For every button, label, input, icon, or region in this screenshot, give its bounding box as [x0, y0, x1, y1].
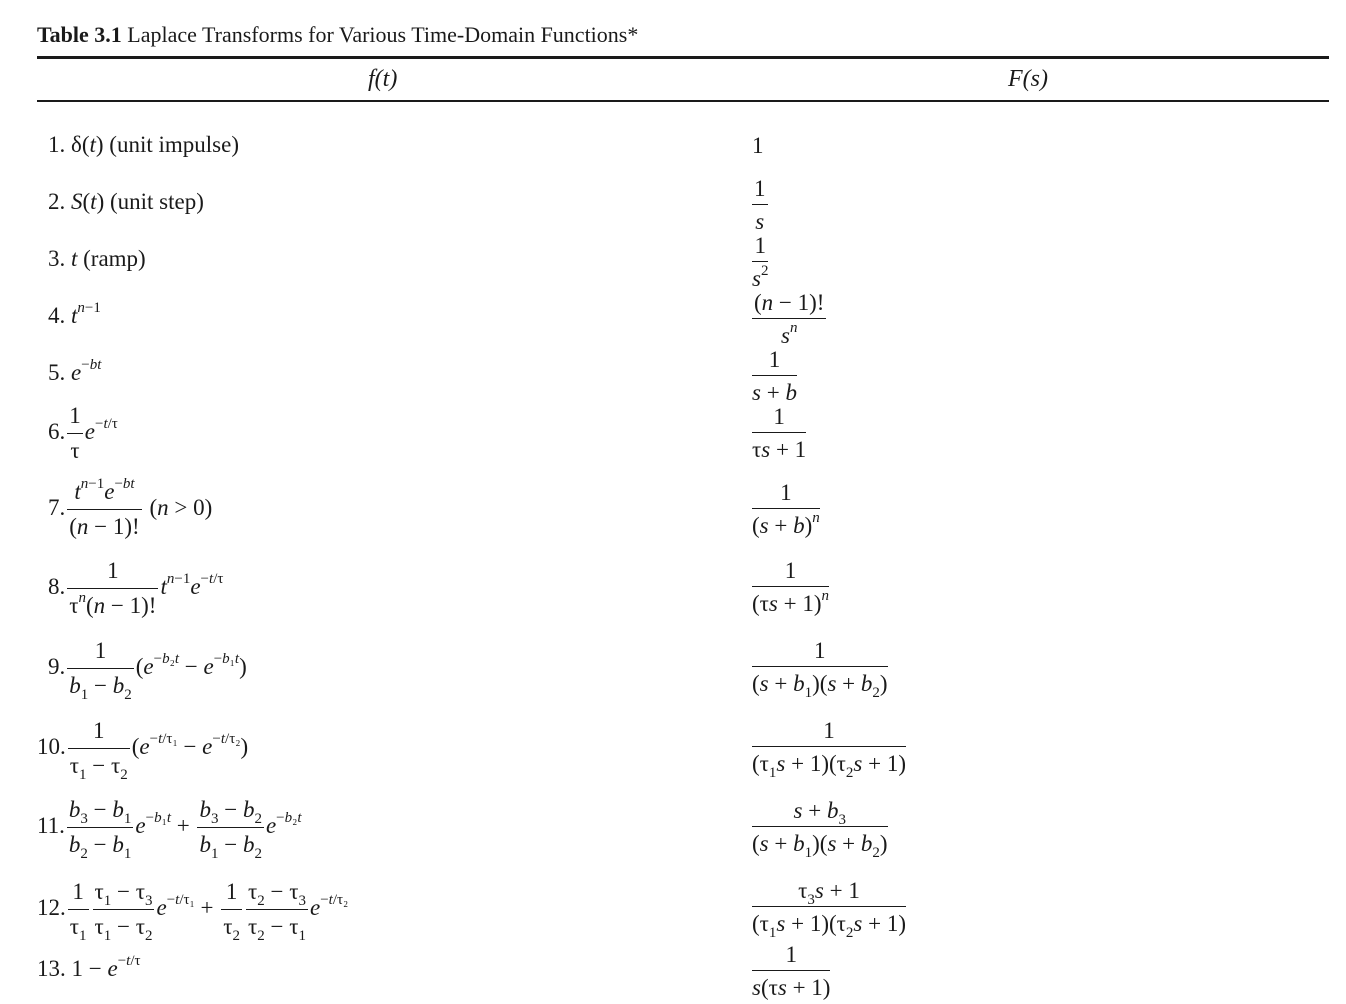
table-row: 5. $e^{-bt}$: [48, 357, 102, 385]
table-caption: [37, 22, 638, 48]
table-row: 10. $\frac{1}{\tau_1 - \tau_2}$ $(e^{-t/\tau_1} - e^{-t/\tau_2})$: [37, 718, 249, 783]
transform-6: 1 τs + 1: [752, 404, 807, 463]
table-row: 9. $\frac{1}{b_1 - b_2}$ $(e^{-b_2t} - e^{-b_1t})$: [48, 638, 247, 703]
transform-5: 1 s + b: [752, 347, 797, 406]
transform-3: 1 $s^2$: [752, 233, 769, 292]
transform-13: 1 s(τs + 1): [752, 942, 831, 1001]
table-row: 1. δ(t) (unit impulse): [48, 132, 239, 157]
transform-12: $\tau_3s + 1$ $(\tau_1s + 1)(\tau_2s + 1)$: [752, 878, 906, 942]
transform-9: 1 $(s + b_1)(s + b_2)$: [752, 638, 888, 702]
top-rule: [37, 56, 1329, 59]
column-header-Fs: F(s): [1008, 66, 1048, 92]
transform-8: 1 $(\tau s + 1)^n$: [752, 558, 829, 617]
table-row: 13. $1 - e^{-t/\tau}$: [37, 953, 141, 981]
table-row: 7. $\frac{t^{n-1}e^{-bt}}{(n - 1)!}$ (n > 0): [48, 476, 213, 539]
transform-1: 1: [752, 133, 764, 158]
table-row: 2. S(t) (unit step): [48, 189, 204, 214]
column-header-ft: f(t): [368, 66, 398, 92]
table-row: 4. $t^{n-1}$: [48, 300, 101, 328]
table-row: 11. $\frac{b_3 - b_1}{b_2 - b_1}$ $e^{-b_1t}$ + $\frac{b_3 - b_2}{b_1 - b_2}$ $e^{-b_2t}$: [37, 797, 302, 862]
table-caption-text: Laplace Transforms for Various Time-Domain Functions*: [127, 22, 639, 47]
table-row: 8. $\frac{1}{\tau^n(n - 1)!}$ $t^{n-1}e^{-t/\tau}$: [48, 558, 224, 618]
header-rule: [37, 100, 1329, 102]
transform-11: $s + b_3$ $(s + b_1)(s + b_2)$: [752, 798, 888, 862]
table-row: 3. t (ramp): [48, 246, 146, 271]
transform-4: (n − 1)! $s^n$: [754, 290, 825, 349]
transform-2: 1 s: [754, 176, 766, 235]
transform-10: 1 $(\tau_1s + 1)(\tau_2s + 1)$: [752, 718, 906, 782]
table-row: 6. $\frac{1}{\tau}$ $e^{-t/\tau}$: [48, 403, 118, 463]
transform-7: 1 $(s + b)^n$: [752, 480, 820, 539]
table-row: 12. $\frac{1}{\tau_1}$ $\frac{\tau_1 - \tau_3}{\tau_1 - \tau_2}$ $e^{-t/\tau_1}$ + $\frac{1}{\tau_2}$ $\frac{\tau_2 - \tau_3}{\tau_2 - \tau_1}$ $e^{-t/\tau_2}$: [37, 879, 349, 944]
table-caption-label: Table 3.1: [37, 22, 122, 47]
